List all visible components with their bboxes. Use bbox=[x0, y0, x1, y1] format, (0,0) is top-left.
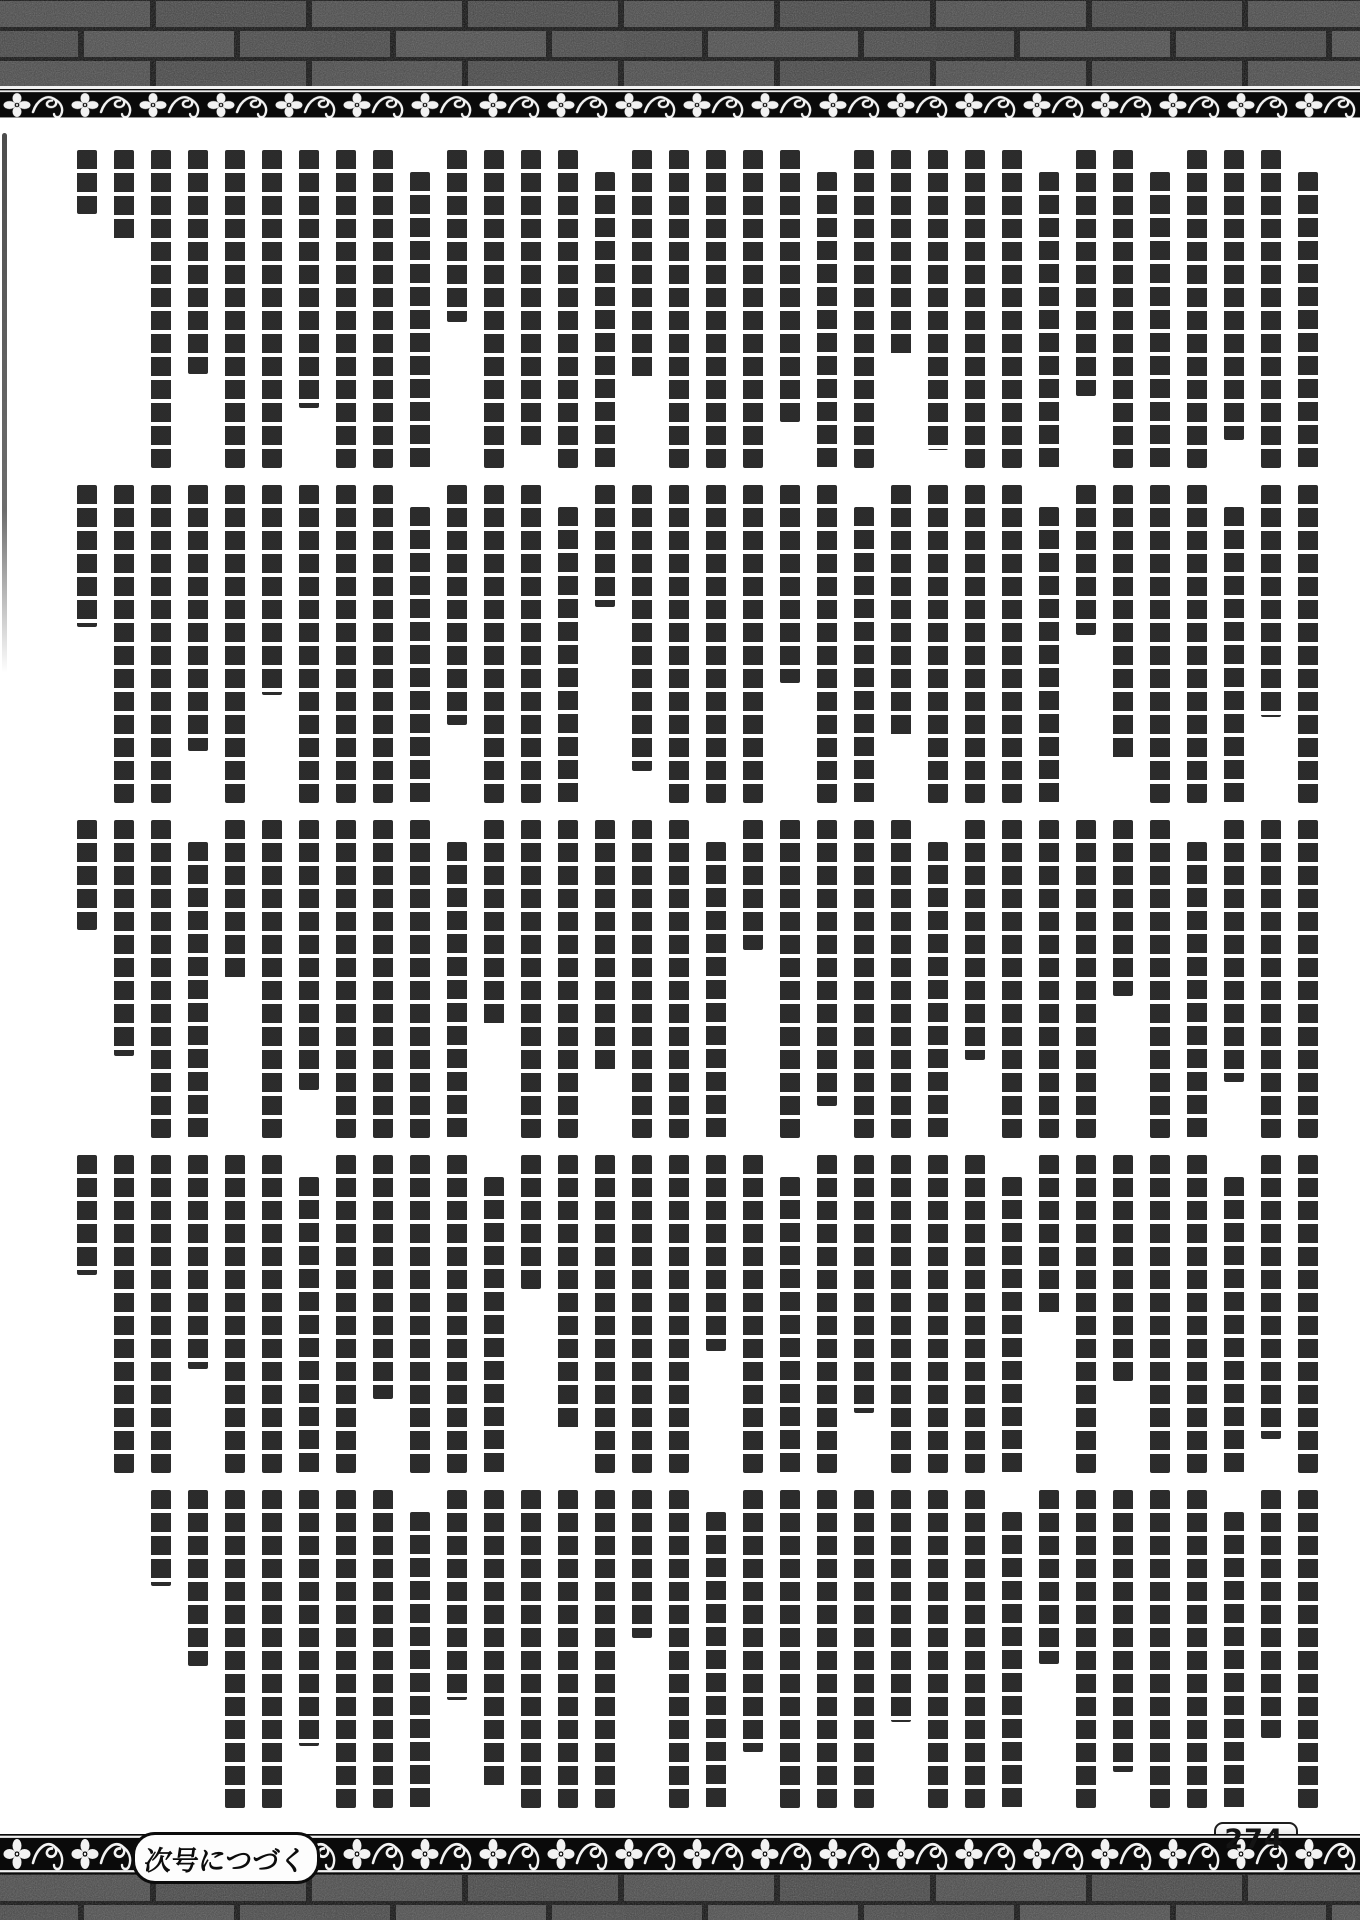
text-column bbox=[484, 820, 504, 1024]
text-column bbox=[114, 820, 134, 1056]
text-column bbox=[965, 820, 985, 1060]
text-column bbox=[706, 150, 726, 468]
text-column bbox=[447, 485, 467, 725]
text-column bbox=[1187, 1155, 1207, 1473]
text-column bbox=[669, 150, 689, 468]
text-column bbox=[1076, 1155, 1096, 1473]
text-column bbox=[743, 485, 763, 803]
text-column bbox=[817, 485, 837, 803]
text-column bbox=[1150, 1490, 1170, 1808]
text-column bbox=[1261, 1490, 1281, 1738]
text-column bbox=[854, 1490, 874, 1808]
text-column bbox=[965, 485, 985, 803]
text-column bbox=[1150, 172, 1170, 468]
text-column bbox=[262, 1490, 282, 1808]
text-column bbox=[299, 485, 319, 803]
text-column bbox=[595, 820, 615, 1070]
text-column bbox=[77, 485, 97, 627]
text-column bbox=[706, 1155, 726, 1351]
text-column bbox=[77, 820, 97, 930]
text-band bbox=[40, 820, 1318, 1138]
text-column bbox=[1002, 1512, 1022, 1808]
text-column bbox=[1076, 485, 1096, 635]
text-column bbox=[521, 150, 541, 446]
ornament-band-top bbox=[0, 89, 1360, 121]
text-column bbox=[188, 485, 208, 751]
text-column bbox=[225, 1155, 245, 1473]
text-column bbox=[373, 1155, 393, 1399]
text-column bbox=[299, 1177, 319, 1473]
text-column bbox=[706, 842, 726, 1138]
text-column bbox=[484, 1177, 504, 1473]
text-column bbox=[558, 507, 578, 803]
text-column bbox=[447, 150, 467, 322]
text-column bbox=[854, 1155, 874, 1413]
text-column bbox=[1002, 1177, 1022, 1473]
text-column bbox=[891, 150, 911, 356]
text-column bbox=[373, 1490, 393, 1808]
text-column bbox=[817, 1490, 837, 1808]
text-column bbox=[1298, 172, 1318, 468]
text-column bbox=[928, 485, 948, 803]
text-column bbox=[928, 1155, 948, 1473]
text-column bbox=[928, 150, 948, 450]
text-column bbox=[410, 172, 430, 468]
text-column bbox=[262, 485, 282, 695]
text-column bbox=[521, 1490, 541, 1808]
text-column bbox=[299, 150, 319, 408]
text-column bbox=[151, 820, 171, 1138]
text-column bbox=[558, 1490, 578, 1808]
text-column bbox=[188, 842, 208, 1138]
text-column bbox=[1113, 150, 1133, 468]
text-column bbox=[1002, 150, 1022, 468]
text-column bbox=[151, 485, 171, 803]
text-column bbox=[743, 1155, 763, 1473]
text-column bbox=[151, 150, 171, 468]
text-column bbox=[595, 172, 615, 468]
text-column bbox=[336, 1155, 356, 1473]
text-band bbox=[40, 1155, 1318, 1473]
text-column bbox=[188, 1155, 208, 1369]
text-column bbox=[1076, 150, 1096, 396]
text-column bbox=[1187, 485, 1207, 803]
text-column bbox=[225, 150, 245, 468]
text-column bbox=[1113, 1490, 1133, 1772]
text-column bbox=[780, 820, 800, 1138]
text-column bbox=[743, 820, 763, 950]
text-column bbox=[854, 507, 874, 803]
text-column bbox=[743, 1490, 763, 1752]
text-column bbox=[521, 820, 541, 1138]
text-column bbox=[410, 1512, 430, 1808]
text-column bbox=[632, 820, 652, 1138]
text-column bbox=[299, 820, 319, 1090]
text-column bbox=[484, 485, 504, 803]
text-column bbox=[77, 150, 97, 214]
text-column bbox=[595, 485, 615, 607]
text-column bbox=[1039, 507, 1059, 803]
text-column bbox=[373, 150, 393, 468]
text-column bbox=[1187, 150, 1207, 468]
text-band bbox=[40, 485, 1318, 803]
text-column bbox=[262, 1155, 282, 1473]
text-column bbox=[891, 1155, 911, 1473]
text-column bbox=[743, 150, 763, 468]
text-column bbox=[188, 150, 208, 374]
text-column bbox=[780, 150, 800, 422]
text-column bbox=[1076, 820, 1096, 1138]
text-column bbox=[817, 820, 837, 1106]
text-column bbox=[1002, 485, 1022, 803]
text-column bbox=[706, 1512, 726, 1808]
text-column bbox=[669, 485, 689, 803]
text-column bbox=[891, 1490, 911, 1722]
text-band bbox=[40, 1490, 1318, 1808]
text-column bbox=[77, 1155, 97, 1275]
text-column bbox=[891, 485, 911, 737]
text-column bbox=[262, 820, 282, 1138]
page-content bbox=[0, 121, 1360, 1830]
text-column bbox=[632, 485, 652, 771]
text-column bbox=[854, 150, 874, 468]
text-column bbox=[595, 1155, 615, 1473]
text-column bbox=[1076, 1490, 1096, 1808]
text-column bbox=[447, 1490, 467, 1700]
text-column bbox=[1039, 820, 1059, 1138]
text-column bbox=[336, 150, 356, 468]
text-column bbox=[1261, 820, 1281, 1138]
text-column bbox=[595, 1490, 615, 1808]
text-column bbox=[1261, 1155, 1281, 1439]
text-column bbox=[410, 507, 430, 803]
text-column bbox=[965, 1490, 985, 1808]
brick-border-top bbox=[0, 0, 1360, 89]
text-column bbox=[558, 150, 578, 468]
text-column bbox=[1187, 1490, 1207, 1808]
text-column bbox=[780, 485, 800, 683]
text-column bbox=[1113, 1155, 1133, 1381]
text-column bbox=[1224, 1512, 1244, 1808]
text-column bbox=[1298, 820, 1318, 1138]
text-column bbox=[669, 1490, 689, 1808]
text-band bbox=[40, 150, 1318, 468]
text-column bbox=[1113, 485, 1133, 761]
text-column bbox=[410, 820, 430, 1138]
text-column bbox=[1039, 1490, 1059, 1664]
text-column bbox=[225, 485, 245, 803]
text-column bbox=[114, 485, 134, 803]
text-column bbox=[1002, 820, 1022, 1138]
text-column bbox=[1150, 1155, 1170, 1473]
text-column bbox=[965, 150, 985, 468]
text-column bbox=[1187, 842, 1207, 1138]
text-column bbox=[484, 150, 504, 468]
text-column bbox=[817, 1155, 837, 1473]
text-column bbox=[632, 150, 652, 380]
text-column bbox=[1224, 150, 1244, 440]
next-issue-banner bbox=[132, 1832, 320, 1884]
text-column bbox=[373, 820, 393, 1138]
text-column bbox=[447, 842, 467, 1138]
text-column bbox=[188, 1490, 208, 1666]
text-column bbox=[891, 820, 911, 1138]
text-column bbox=[965, 1155, 985, 1473]
page-number: 274 bbox=[1224, 1824, 1284, 1855]
text-column bbox=[336, 1490, 356, 1808]
text-column bbox=[447, 1155, 467, 1473]
text-column bbox=[484, 1490, 504, 1786]
text-column bbox=[1150, 820, 1170, 1138]
text-column bbox=[1261, 485, 1281, 717]
text-column bbox=[706, 485, 726, 803]
text-column bbox=[632, 1155, 652, 1473]
text-column bbox=[780, 1177, 800, 1473]
text-column bbox=[336, 820, 356, 1138]
text-column bbox=[336, 485, 356, 803]
text-column bbox=[558, 1155, 578, 1431]
text-column bbox=[669, 1155, 689, 1473]
scan-artifact bbox=[2, 133, 7, 673]
text-column bbox=[1224, 507, 1244, 803]
text-column bbox=[558, 820, 578, 1138]
text-column bbox=[373, 485, 393, 803]
text-column bbox=[114, 150, 134, 242]
text-column bbox=[299, 1490, 319, 1746]
text-column bbox=[225, 820, 245, 978]
next-issue-banner-label: 次号につづく bbox=[142, 1845, 309, 1877]
text-column bbox=[854, 820, 874, 1138]
text-column bbox=[151, 1155, 171, 1473]
text-column bbox=[1298, 485, 1318, 803]
text-column bbox=[521, 485, 541, 803]
text-column bbox=[1298, 1155, 1318, 1473]
text-column bbox=[1261, 150, 1281, 468]
text-column bbox=[410, 1155, 430, 1473]
text-column bbox=[151, 1490, 171, 1586]
text-column bbox=[780, 1490, 800, 1808]
text-column bbox=[262, 150, 282, 468]
text-column bbox=[225, 1490, 245, 1808]
text-column bbox=[1298, 1490, 1318, 1808]
text-column bbox=[114, 1155, 134, 1473]
text-column bbox=[1113, 820, 1133, 996]
text-column bbox=[1150, 485, 1170, 803]
text-column bbox=[632, 1490, 652, 1638]
text-column bbox=[1224, 820, 1244, 1082]
text-column bbox=[817, 172, 837, 468]
text-column bbox=[521, 1155, 541, 1289]
text-column bbox=[1039, 172, 1059, 468]
text-column bbox=[669, 820, 689, 1138]
text-column bbox=[1039, 1155, 1059, 1315]
text-column bbox=[1224, 1177, 1244, 1473]
text-column bbox=[928, 842, 948, 1138]
text-column bbox=[928, 1490, 948, 1808]
